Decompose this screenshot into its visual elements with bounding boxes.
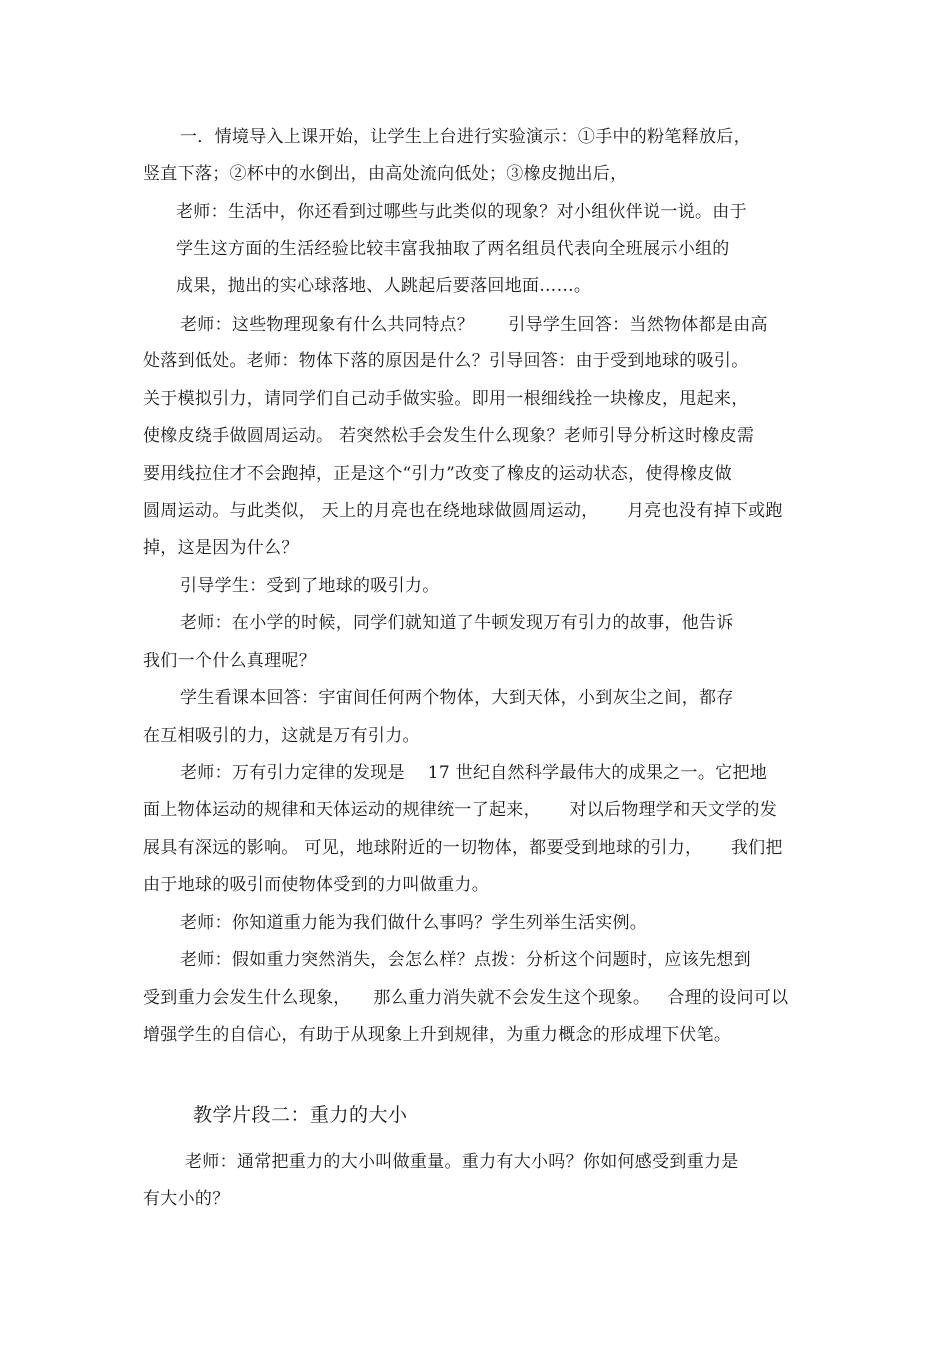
paragraph-line: 我们一个什么真理呢？ [143, 651, 316, 671]
paragraph-line: 有大小的？ [143, 1189, 230, 1209]
paragraph-line: 在互相吸引的力，这就是万有引力。 [143, 726, 420, 746]
paragraph-line: 竖直下落；②杯中的水倒出，由高处流向低处；③橡皮抛出后， [143, 164, 628, 184]
paragraph-line: 一．情境导入上课开始，让学生上台进行实验演示：①手中的粉笔释放后， [180, 127, 751, 147]
paragraph-line: 展具有深远的影响。 可见，地球附近的一切物体，都要受到地球的引力， 我们把 [143, 838, 783, 858]
paragraph-line: 成果，抛出的实心球落地、人跳起后要落回地面……。 [176, 276, 592, 296]
paragraph-line: 关于模拟引力，请同学们自己动手做实验。即用一根细线拴一块橡皮，甩起来， [143, 389, 749, 409]
paragraph-line: 掉，这是因为什么？ [143, 538, 299, 558]
paragraph-line: 老师：万有引力定律的发现是 17 世纪自然科学最伟大的成果之一。它把地 [180, 763, 768, 783]
paragraph-line: 学生看课本回答：宇宙间任何两个物体，大到天体，小到灰尘之间，都存 [180, 688, 734, 708]
paragraph-line: 增强学生的自信心，有助于从现象上升到规律，为重力概念的形成埋下伏笔。 [143, 1025, 732, 1045]
paragraph-line: 老师：生活中，你还看到过哪些与此类似的现象？对小组伙伴说一说。由于 [176, 202, 747, 222]
paragraph-line: 使橡皮绕手做圆周运动。 若突然松手会发生什么现象？老师引导分析这时橡皮需 [143, 426, 755, 446]
paragraph-line: 由于地球的吸引而使物体受到的力叫做重力。 [143, 875, 489, 895]
paragraph-line: 学生这方面的生活经验比较丰富我抽取了两名组员代表向全班展示小组的 [176, 239, 730, 259]
paragraph-line: 面上物体运动的规律和天体运动的规律统一了起来， 对以后物理学和天文学的发 [143, 800, 778, 820]
paragraph-line: 引导学生：受到了地球的吸引力。 [180, 576, 440, 596]
paragraph-line: 处落到低处。老师：物体下落的原因是什么？引导回答：由于受到地球的吸引。 [143, 351, 749, 371]
paragraph-line: 老师：你知道重力能为我们做什么事吗？学生列举生活实例。 [180, 913, 648, 933]
paragraph-line: 圆周运动。与此类似， 天上的月亮也在绕地球做圆周运动， 月亮也没有掉下或跑 [143, 501, 783, 521]
paragraph-line: 要用线拉住才不会跑掉，正是这个“引力”改变了橡皮的运动状态，使得橡皮做 [143, 464, 732, 484]
paragraph-line: 老师：通常把重力的大小叫做重量。重力有大小吗？你如何感受到重力是 [185, 1152, 739, 1172]
paragraph-line: 老师：这些物理现象有什么共同特点？ 引导学生回答：当然物体都是由高 [180, 315, 768, 335]
section-heading: 教学片段二：重力的大小 [193, 1104, 408, 1126]
paragraph-line: 受到重力会发生什么现象， 那么重力消失就不会发生这个现象。 合理的设问可以 [143, 988, 789, 1008]
paragraph-line: 老师：假如重力突然消失，会怎么样？点拨：分析这个问题时，应该先想到 [180, 950, 751, 970]
paragraph-line: 老师：在小学的时候，同学们就知道了牛顿发现万有引力的故事，他告诉 [180, 613, 734, 633]
